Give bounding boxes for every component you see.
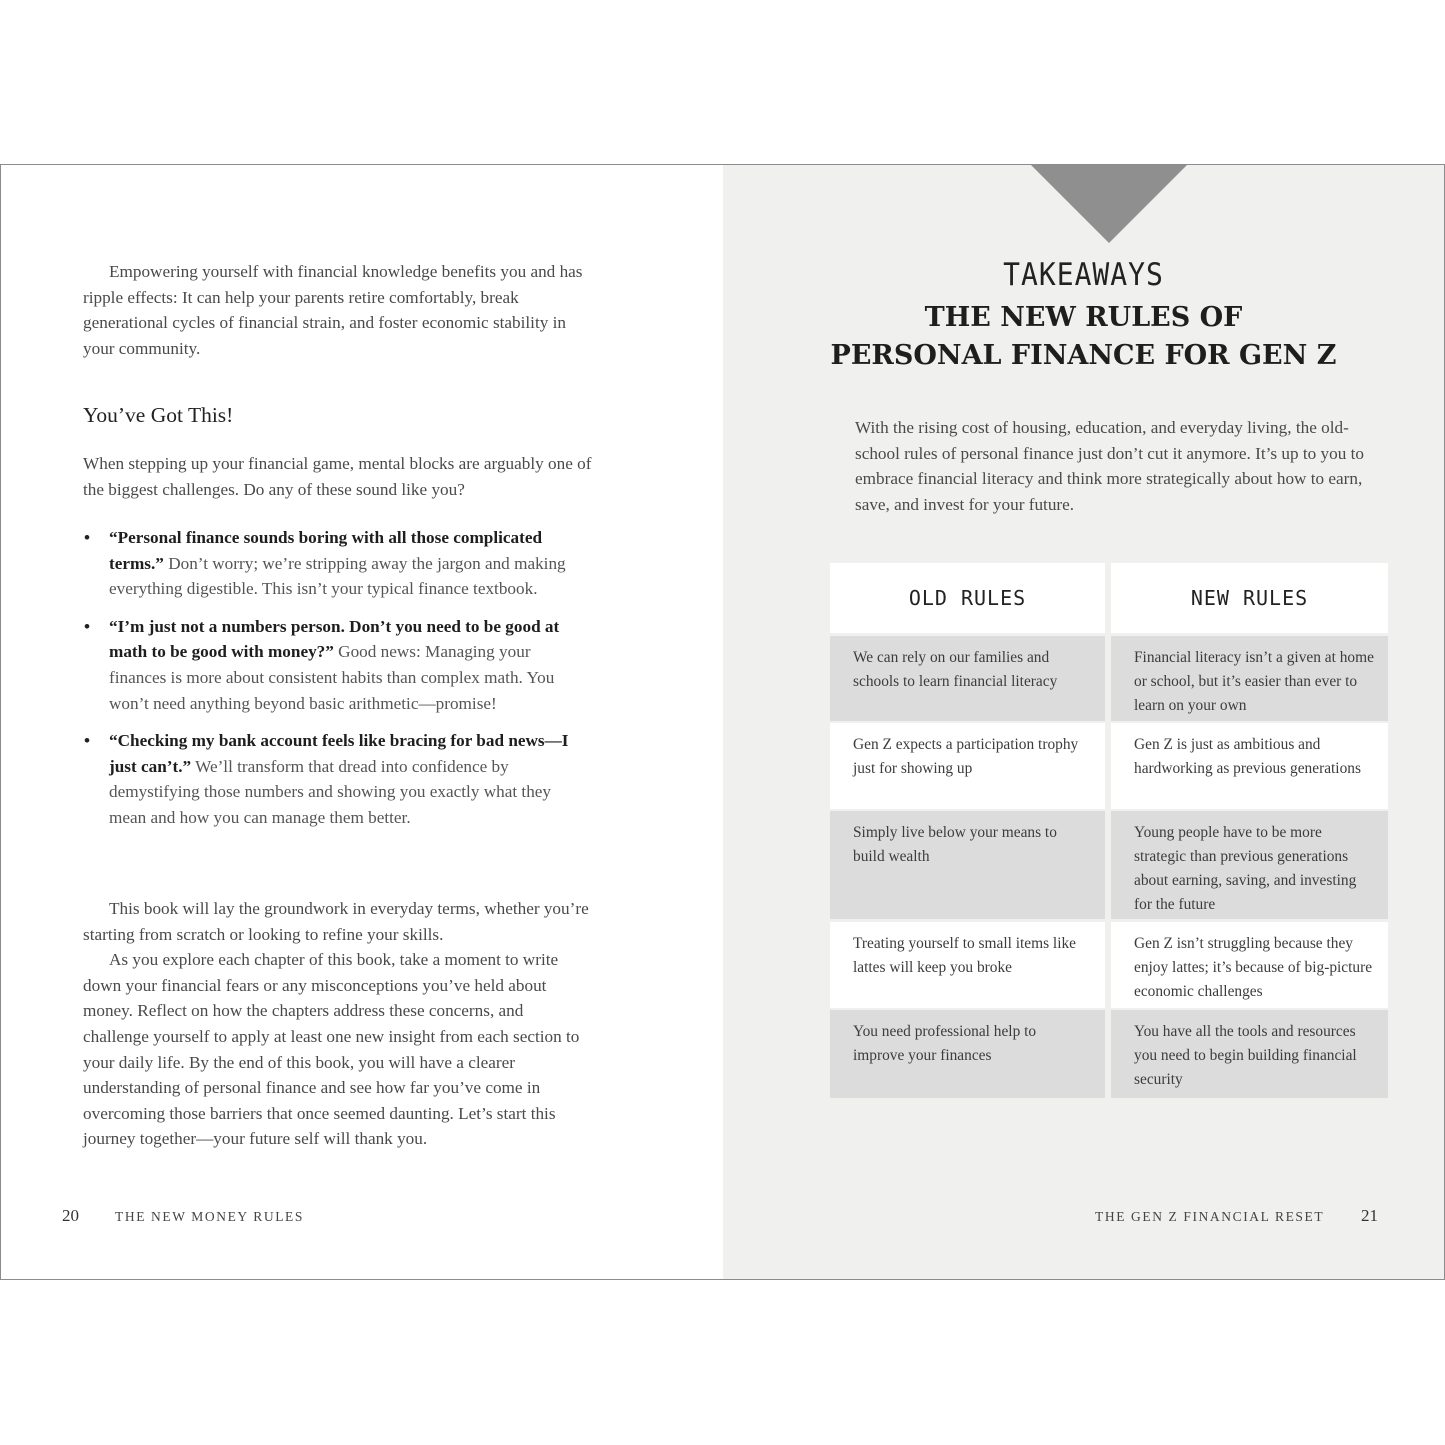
section-heading: You’ve Got This! (83, 403, 234, 427)
left-page (1, 165, 722, 1279)
table-cell-old: Simply live below your means to build wealth (830, 811, 1105, 919)
list-item (83, 614, 583, 716)
lead-paragraph: When stepping up your financial game, mental blocks are arguably one of the biggest challenges. Do any of these sound like you? (83, 454, 592, 499)
bullet-quote: “Checking my bank account feels like bracing for bad news—I just can’t.” (109, 731, 569, 776)
table-cell-old: We can rely on our families and schools to learn financial literacy (830, 636, 1105, 721)
bullet-icon: • (84, 731, 91, 751)
list-item (83, 525, 583, 602)
running-head-left: THE NEW MONEY RULES (115, 1209, 305, 1224)
closing-paragraph-1: This book will lay the groundwork in everyday terms, whether you’re starting from scratch or looking to refine your skills. (83, 899, 589, 944)
takeaways-intro: With the rising cost of housing, education, and everyday living, the old-school rules of personal finance just don’t cut it anymore. It’s up to you to embrace financial literacy and think more strategically about how to earn, save, and invest for your future. (855, 418, 1365, 514)
book-spread (0, 164, 1445, 1280)
table-cell-new: Gen Z isn’t struggling because they enjoy lattes; it’s because of big-picture economic challenges (1111, 922, 1388, 1008)
table-cell-new: You have all the tools and resources you need to begin building financial security (1111, 1010, 1388, 1098)
bullet-quote: “Personal finance sounds boring with all those complicated terms.” (109, 528, 543, 573)
table-cell-new: Financial literacy isn’t a given at home or school, but it’s easier than ever to learn on your own (1111, 636, 1388, 721)
table-cell-old: You need professional help to improve your finances (830, 1010, 1105, 1098)
new-rules-header: NEW RULES (1111, 563, 1388, 633)
closing-block (83, 896, 593, 1152)
bullet-text: Don’t worry; we’re stripping away the jargon and making everything digestible. This isn’t your typical finance textbook. (109, 553, 566, 599)
page-number-right: 21 (1361, 1206, 1378, 1225)
page-title-line-2: PERSONAL FINANCE FOR GEN Z (830, 340, 1337, 371)
table-cell-new: Young people have to be more strategic than previous generations about earning, saving, and investing for the future (1111, 811, 1388, 919)
bullet-text: We’ll transform that dread into confidence by demystifying those numbers and showing you exactly what they mean and how you can manage them better. (109, 756, 552, 827)
bullet-list (83, 525, 583, 843)
table-cell-old: Gen Z expects a participation trophy just for showing up (830, 723, 1105, 809)
bullet-icon: • (84, 528, 91, 547)
table-cell-old: Treating yourself to small items like lattes will keep you broke (830, 922, 1105, 1008)
triangle-icon (1031, 165, 1187, 243)
table-cell-new: Gen Z is just as ambitious and hardworking as previous generations (1111, 723, 1388, 809)
right-page (723, 165, 1444, 1279)
old-rules-header: OLD RULES (830, 563, 1105, 633)
closing-paragraph-2: As you explore each chapter of this book, take a moment to write down your financial fears or any misconceptions you’ve held about money. Reflect on how the chapters address these concerns, and challenge yourself to apply at least one new insight from each section to your daily life. By the end of this book, you will have a clearer understanding of personal finance and see how far you’ve come in overcoming those barriers that once seemed daunting. Let’s start this journey together—your future self will thank you. (83, 950, 580, 1149)
running-head-right: THE GEN Z FINANCIAL RESET (1095, 1209, 1325, 1224)
bullet-icon: • (84, 616, 91, 636)
bullet-text: Good news: Managing your finances is more about consistent habits than complex math. You won’t need anything beyond basic arithmetic—promise! (109, 642, 555, 713)
page-title-line-1: THE NEW RULES OF (924, 302, 1243, 333)
intro-paragraph: Empowering yourself with financial knowledge benefits you and has ripple effects: It can help your parents retire comfortably, break generational cycles of financial strain, and foster economic stability in your community. (83, 262, 583, 358)
page-number-left: 20 (62, 1206, 79, 1225)
list-item (83, 728, 583, 830)
takeaways-label: TAKEAWAYS (1003, 256, 1164, 293)
bullet-quote: “I’m just not a numbers person. Don’t you need to be good at math to be good with money?” (109, 616, 560, 662)
